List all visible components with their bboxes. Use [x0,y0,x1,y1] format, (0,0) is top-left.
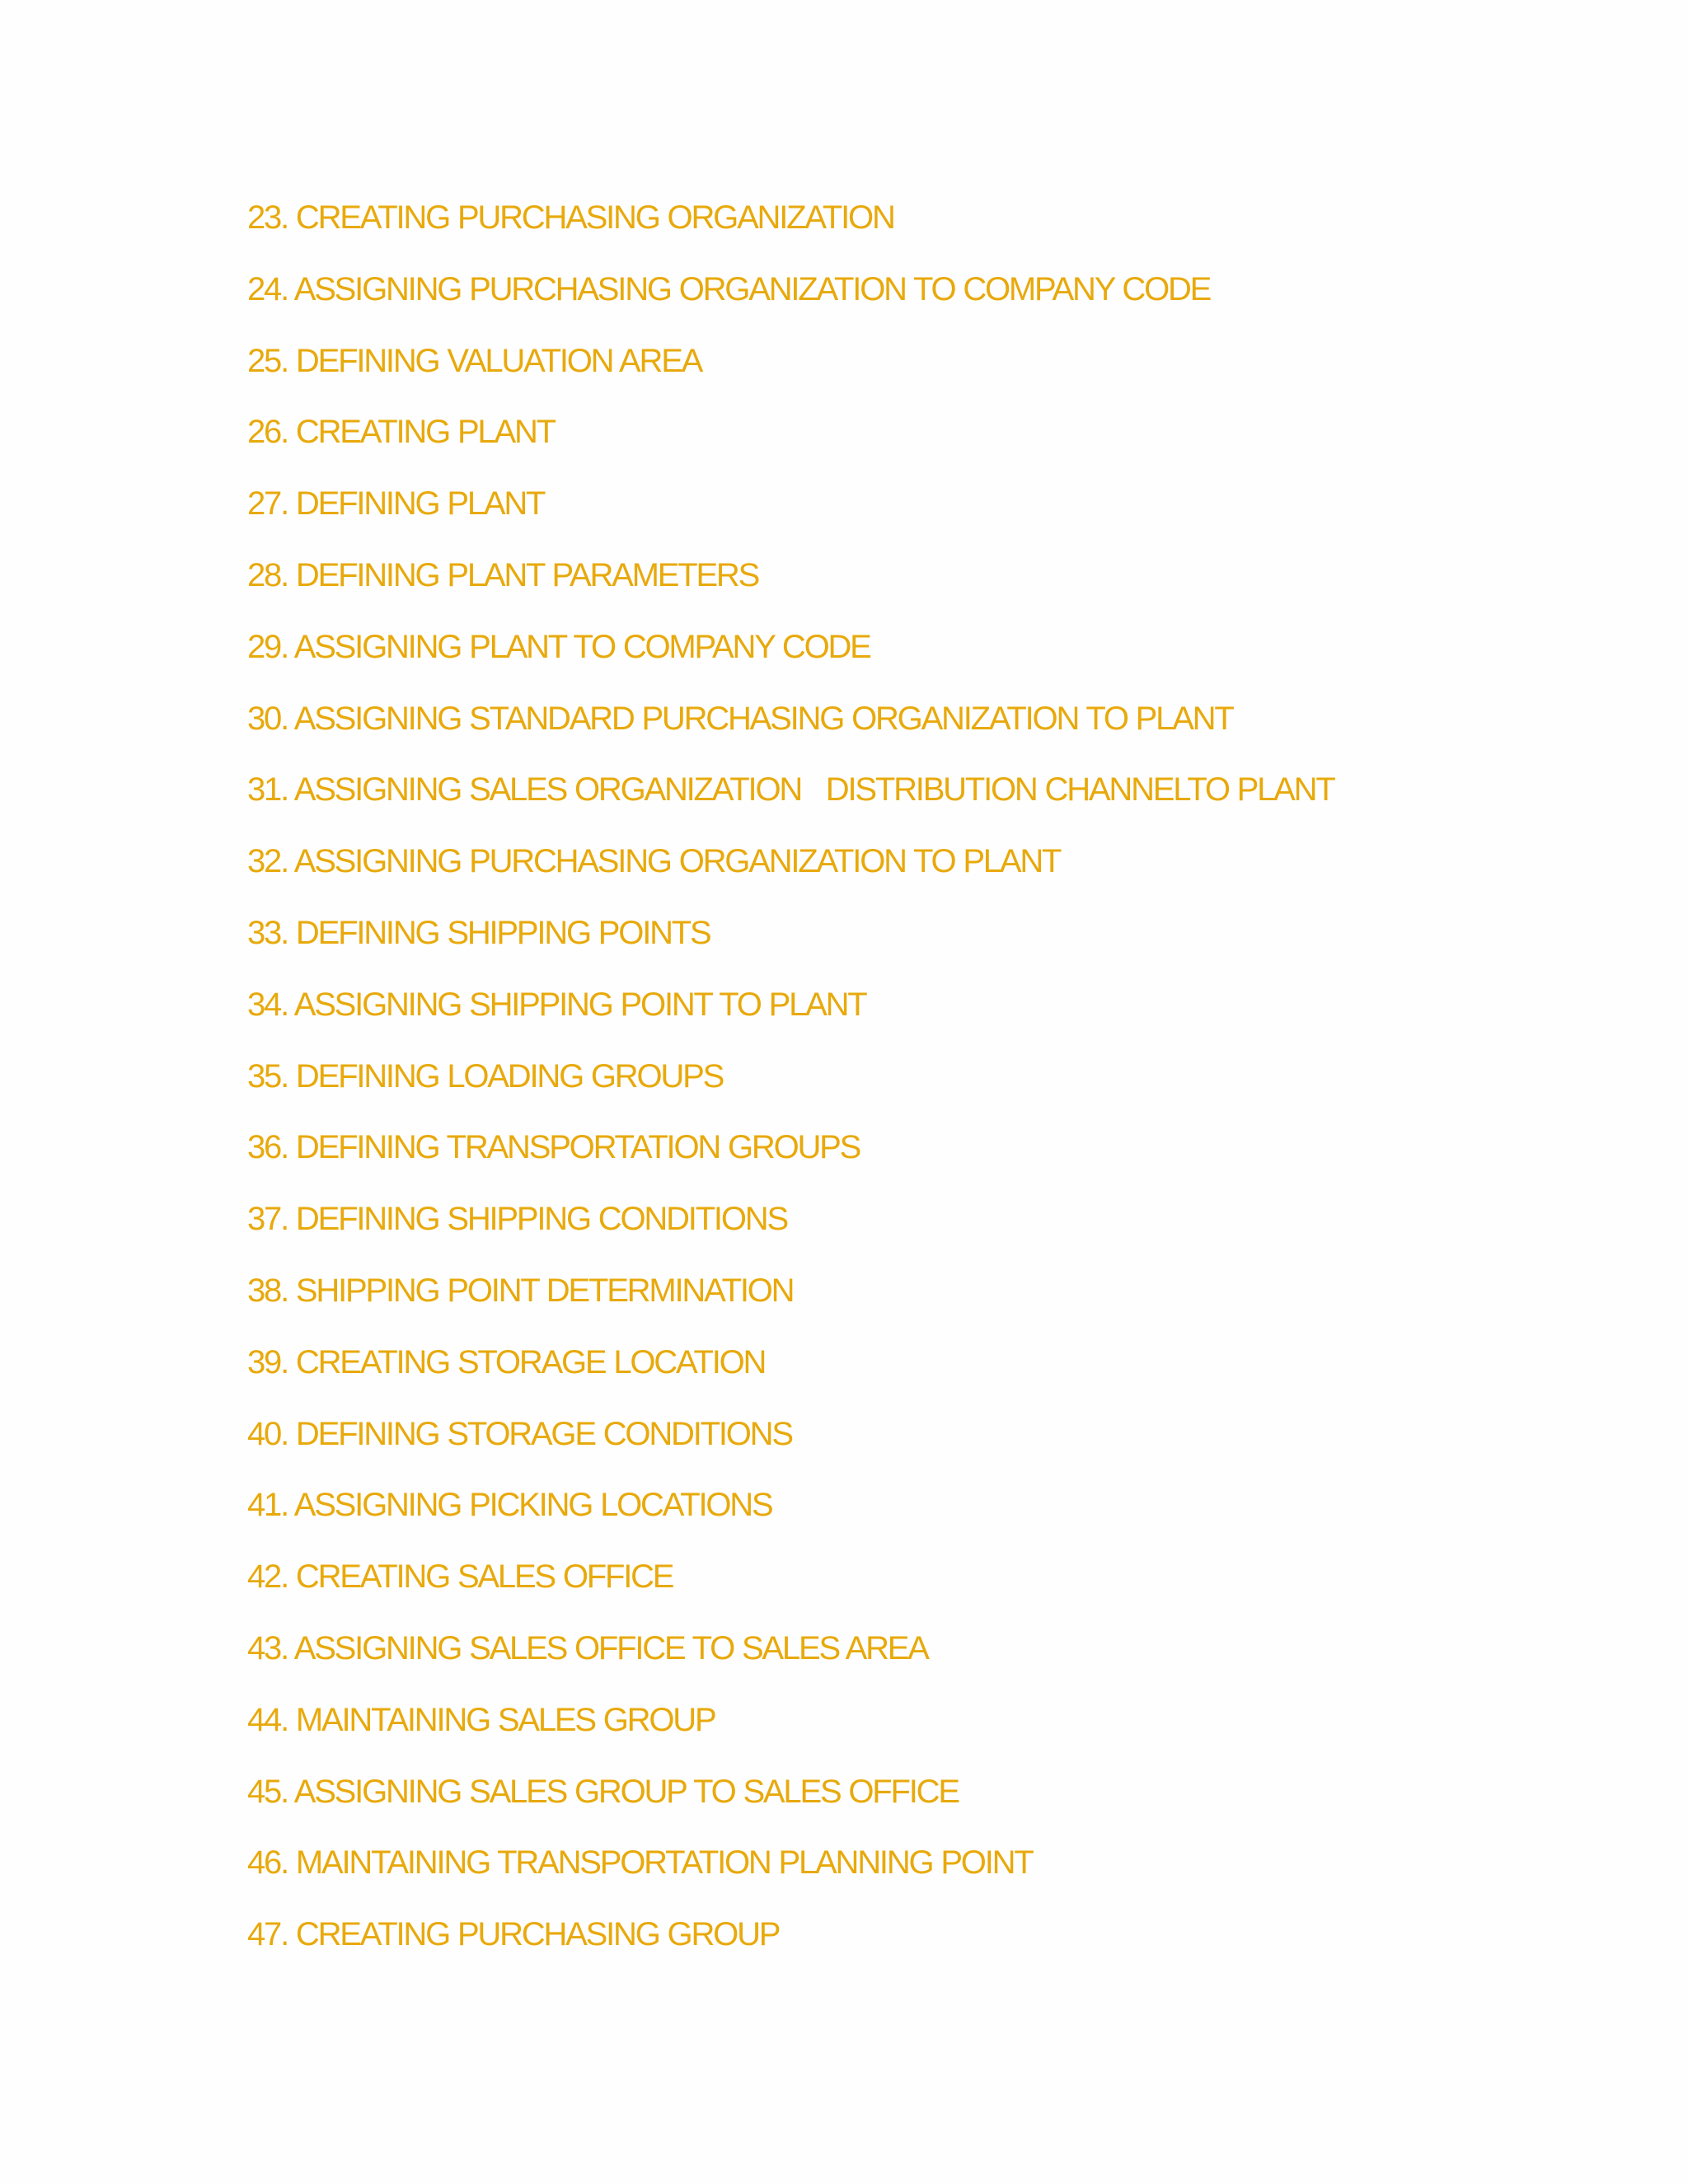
toc-item-label[interactable]: 36. DEFINING TRANSPORTATION GROUPS [247,1129,860,1166]
toc-item[interactable] [247,1057,1334,1128]
toc-item-label[interactable]: 44. MAINTAINING SALES GROUP [247,1701,715,1738]
toc-item-label[interactable]: 29. ASSIGNING PLANT TO COMPANY CODE [247,628,870,665]
toc-item-label[interactable]: 31. ASSIGNING SALES ORGANIZATION DISTRIBUTION CHANNELTO PLANT [247,771,1334,808]
toc-item-label[interactable]: 28. DEFINING PLANT PARAMETERS [247,556,759,593]
toc-item[interactable] [247,555,1334,627]
toc-item[interactable] [247,699,1334,771]
toc-item-label[interactable]: 25. DEFINING VALUATION AREA [247,342,702,379]
toc-item[interactable] [247,1843,1334,1915]
toc-item[interactable] [247,770,1334,841]
toc-item[interactable] [247,1127,1334,1199]
toc-item-label[interactable]: 34. ASSIGNING SHIPPING POINT TO PLANT [247,986,866,1023]
toc-item[interactable] [247,841,1334,913]
toc-item-label[interactable]: 38. SHIPPING POINT DETERMINATION [247,1272,794,1309]
toc-item[interactable] [247,1629,1334,1700]
toc-item[interactable] [247,1772,1334,1844]
toc-item-label[interactable]: 43. ASSIGNING SALES OFFICE TO SALES AREA [247,1629,928,1666]
toc-item[interactable] [247,484,1334,555]
toc-item-label[interactable]: 24. ASSIGNING PURCHASING ORGANIZATION TO COMPANY CODE [247,270,1211,307]
toc-item[interactable] [247,1343,1334,1414]
table-of-contents [247,198,1334,1986]
toc-item-label[interactable]: 32. ASSIGNING PURCHASING ORGANIZATION TO PLANT [247,843,1061,880]
toc-item[interactable] [247,913,1334,985]
toc-item[interactable] [247,412,1334,484]
toc-item[interactable] [247,985,1334,1057]
toc-item-label[interactable]: 42. CREATING SALES OFFICE [247,1558,673,1596]
toc-item[interactable] [247,1915,1334,1986]
toc-item[interactable] [247,341,1334,413]
toc-item[interactable] [247,1414,1334,1486]
toc-item[interactable] [247,1485,1334,1557]
toc-item[interactable] [247,269,1334,341]
toc-item-label[interactable]: 35. DEFINING LOADING GROUPS [247,1057,724,1094]
toc-item[interactable] [247,1271,1334,1343]
toc-item-label[interactable]: 41. ASSIGNING PICKING LOCATIONS [247,1487,772,1524]
toc-item-label[interactable]: 39. CREATING STORAGE LOCATION [247,1343,766,1380]
toc-item-label[interactable]: 47. CREATING PURCHASING GROUP [247,1916,780,1953]
toc-item-label[interactable]: 46. MAINTAINING TRANSPORTATION PLANNING POINT [247,1844,1033,1882]
toc-item-label[interactable]: 23. CREATING PURCHASING ORGANIZATION [247,199,894,236]
toc-item[interactable] [247,198,1334,269]
toc-item-label[interactable]: 40. DEFINING STORAGE CONDITIONS [247,1415,792,1452]
toc-item[interactable] [247,1557,1334,1629]
toc-item[interactable] [247,1199,1334,1271]
toc-item-label[interactable]: 26. CREATING PLANT [247,414,555,451]
toc-item-label[interactable]: 27. DEFINING PLANT [247,485,545,523]
toc-item-label[interactable]: 33. DEFINING SHIPPING POINTS [247,914,710,951]
toc-item-label[interactable]: 45. ASSIGNING SALES GROUP TO SALES OFFICE [247,1773,959,1810]
toc-item-label[interactable]: 37. DEFINING SHIPPING CONDITIONS [247,1201,787,1238]
toc-item[interactable] [247,1700,1334,1772]
toc-item[interactable] [247,627,1334,699]
toc-item-label[interactable]: 30. ASSIGNING STANDARD PURCHASING ORGANIZATION TO PLANT [247,700,1233,737]
